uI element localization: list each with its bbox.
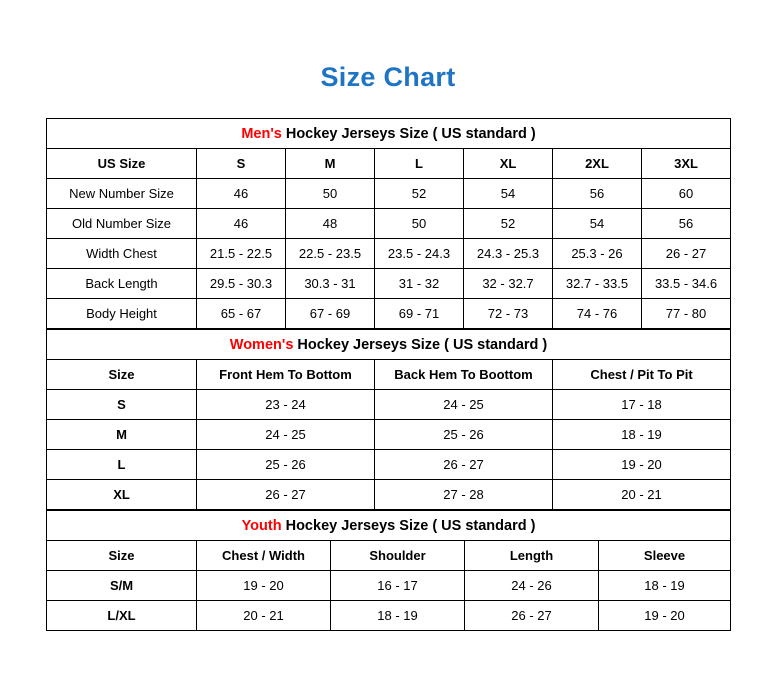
table-row [47,299,731,329]
youth-section-title-accent: Youth [241,517,282,534]
womens-row-3-cell-1: 27 - 28 [375,480,553,510]
mens-row-3-cell-1: 30.3 - 31 [286,269,375,299]
size-chart-tables [46,93,730,631]
womens-header-cell-2: Back Hem To Boottom [375,360,553,390]
womens-header-cell-3: Chest / Pit To Pit [553,360,731,390]
mens-row-1-cell-5: 56 [642,209,731,239]
womens-header-cell-1: Front Hem To Bottom [197,360,375,390]
mens-row-2-cell-4: 25.3 - 26 [553,239,642,269]
youth-row-1-cell-0: 20 - 21 [197,601,331,631]
womens-row-0-cell-1: 24 - 25 [375,390,553,420]
mens-row-0-cell-1: 50 [286,179,375,209]
mens-row-4-cell-2: 69 - 71 [375,299,464,329]
mens-header-cell-0: US Size [47,149,197,179]
mens-row-2-cell-3: 24.3 - 25.3 [464,239,553,269]
youth-header-cell-2: Shoulder [331,541,465,571]
mens-row-0-cell-3: 54 [464,179,553,209]
table-row [47,239,731,269]
mens-row-0-cell-5: 60 [642,179,731,209]
youth-row-1-label: L/XL [47,601,197,631]
womens-row-0-cell-0: 23 - 24 [197,390,375,420]
mens-row-1-cell-3: 52 [464,209,553,239]
mens-row-2-cell-2: 23.5 - 24.3 [375,239,464,269]
womens-row-0-cell-2: 17 - 18 [553,390,731,420]
mens-row-4-cell-1: 67 - 69 [286,299,375,329]
youth-size-table [46,510,731,631]
mens-row-0-cell-2: 52 [375,179,464,209]
womens-row-2-cell-1: 26 - 27 [375,450,553,480]
mens-row-3-cell-5: 33.5 - 34.6 [642,269,731,299]
page-title: Size Chart [320,62,456,92]
table-row [47,571,731,601]
womens-row-1-label: M [47,420,197,450]
youth-section-title-rest: Hockey Jerseys Size ( US standard ) [281,517,536,534]
mens-row-4-cell-3: 72 - 73 [464,299,553,329]
youth-row-1-cell-3: 19 - 20 [599,601,731,631]
mens-header-cell-3: L [375,149,464,179]
mens-section-title-accent: Men's [241,125,282,142]
mens-size-table [46,118,731,329]
table-row [47,390,731,420]
youth-header-cell-0: Size [47,541,197,571]
mens-row-3-cell-3: 32 - 32.7 [464,269,553,299]
mens-row-3-cell-0: 29.5 - 30.3 [197,269,286,299]
mens-row-1-cell-0: 46 [197,209,286,239]
table-row [47,420,731,450]
youth-header-cell-1: Chest / Width [197,541,331,571]
womens-section-title-accent: Women's [229,336,294,353]
womens-row-1-cell-2: 18 - 19 [553,420,731,450]
youth-header-cell-4: Sleeve [599,541,731,571]
mens-row-4-cell-5: 77 - 80 [642,299,731,329]
mens-row-4-cell-0: 65 - 67 [197,299,286,329]
youth-row-1-cell-1: 18 - 19 [331,601,465,631]
table-row [47,480,731,510]
mens-row-4-label: Body Height [47,299,197,329]
youth-row-0-label: S/M [47,571,197,601]
mens-row-1-cell-2: 50 [375,209,464,239]
mens-header-cell-4: XL [464,149,553,179]
mens-row-4-cell-4: 74 - 76 [553,299,642,329]
mens-section-header-row [47,119,731,149]
table-row [47,269,731,299]
womens-row-2-cell-2: 19 - 20 [553,450,731,480]
youth-header-cell-3: Length [465,541,599,571]
mens-row-0-cell-4: 56 [553,179,642,209]
mens-row-1-cell-1: 48 [286,209,375,239]
table-row [47,601,731,631]
womens-row-2-cell-0: 25 - 26 [197,450,375,480]
womens-header-cell-0: Size [47,360,197,390]
mens-row-3-cell-4: 32.7 - 33.5 [553,269,642,299]
mens-header-cell-1: S [197,149,286,179]
mens-row-1-label: Old Number Size [47,209,197,239]
mens-column-header-row [47,149,731,179]
youth-section-header-row [47,511,731,541]
mens-row-1-cell-4: 54 [553,209,642,239]
youth-row-0-cell-3: 18 - 19 [599,571,731,601]
mens-section-title [47,119,731,149]
mens-header-cell-5: 2XL [553,149,642,179]
mens-row-2-cell-0: 21.5 - 22.5 [197,239,286,269]
mens-row-2-cell-5: 26 - 27 [642,239,731,269]
mens-row-3-label: Back Length [47,269,197,299]
mens-section-title-rest: Hockey Jerseys Size ( US standard ) [281,125,536,142]
womens-row-3-label: XL [47,480,197,510]
youth-column-header-row [47,541,731,571]
womens-column-header-row [47,360,731,390]
womens-row-3-cell-0: 26 - 27 [197,480,375,510]
youth-section-title [47,511,731,541]
womens-section-header-row [47,330,731,360]
mens-row-0-cell-0: 46 [197,179,286,209]
mens-row-0-label: New Number Size [47,179,197,209]
womens-row-1-cell-1: 25 - 26 [375,420,553,450]
table-row [47,209,731,239]
youth-row-0-cell-1: 16 - 17 [331,571,465,601]
womens-row-3-cell-2: 20 - 21 [553,480,731,510]
womens-size-table [46,329,731,510]
table-row [47,450,731,480]
mens-header-cell-2: M [286,149,375,179]
mens-row-3-cell-2: 31 - 32 [375,269,464,299]
youth-row-0-cell-0: 19 - 20 [197,571,331,601]
table-row [47,179,731,209]
womens-section-title [47,330,731,360]
youth-row-0-cell-2: 24 - 26 [465,571,599,601]
womens-row-2-label: L [47,450,197,480]
mens-header-cell-6: 3XL [642,149,731,179]
womens-section-title-rest: Hockey Jerseys Size ( US standard ) [293,336,548,353]
womens-row-0-label: S [47,390,197,420]
womens-row-1-cell-0: 24 - 25 [197,420,375,450]
youth-row-1-cell-2: 26 - 27 [465,601,599,631]
mens-row-2-cell-1: 22.5 - 23.5 [286,239,375,269]
mens-row-2-label: Width Chest [47,239,197,269]
